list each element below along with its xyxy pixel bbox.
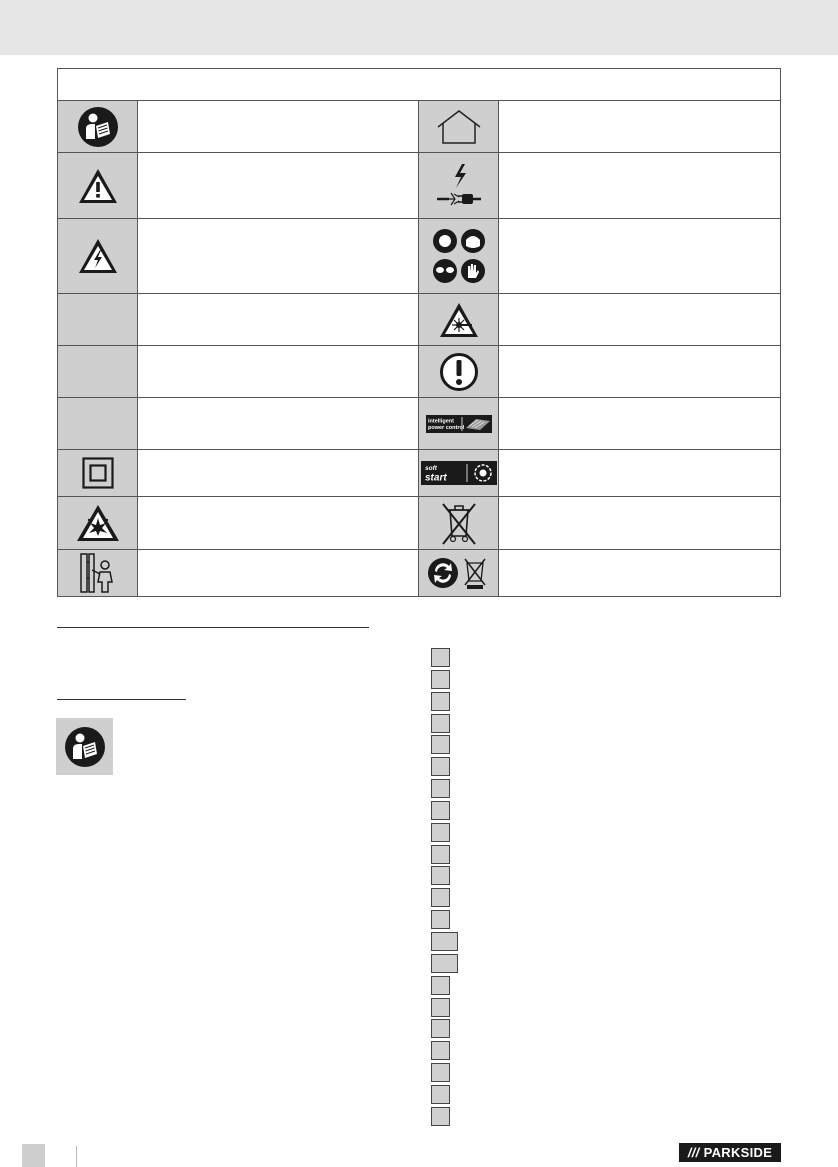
brand-slashes: /// [687, 1145, 700, 1160]
part-number-box [431, 1019, 450, 1038]
symbol-description [138, 219, 419, 293]
symbol-description [499, 294, 780, 345]
table-row [58, 550, 780, 596]
part-number-box [431, 648, 450, 667]
table-row [58, 219, 780, 294]
part-number-box [431, 823, 450, 842]
unplug-mains-icon [419, 153, 499, 218]
symbol-description [138, 497, 419, 549]
part-number-box [431, 845, 450, 864]
symbol-description [499, 153, 780, 218]
part-number-box [431, 954, 458, 973]
page-number-tab [22, 1144, 45, 1167]
parts-list [431, 648, 471, 1129]
section-heading-underline [57, 627, 369, 628]
recycling-icon [419, 550, 499, 596]
symbol-description [499, 346, 780, 397]
ipc-label-line1: intelligent [427, 418, 454, 424]
table-header [58, 69, 780, 101]
part-number-box [431, 932, 458, 951]
table-row [58, 398, 780, 450]
brand-logo [679, 1143, 781, 1162]
symbol-description [138, 398, 419, 449]
part-number-box [431, 757, 450, 776]
symbol-description [499, 398, 780, 449]
electric-shock-warning-icon [58, 219, 138, 293]
intelligent-power-control-icon [419, 398, 499, 449]
table-row [58, 101, 780, 153]
part-number-box [431, 998, 450, 1017]
symbol-description [499, 450, 780, 496]
symbol-description [499, 101, 780, 152]
warning-triangle-icon [58, 153, 138, 218]
laser-warning-icon [419, 294, 499, 345]
header-band [0, 0, 838, 55]
read-manual-icon [58, 101, 138, 152]
ipc-label-line2: power control [427, 424, 464, 431]
subsection-heading-underline [57, 699, 186, 700]
symbol-description [138, 101, 419, 152]
part-number-box [431, 692, 450, 711]
table-row [58, 450, 780, 497]
part-number-box [431, 801, 450, 820]
soft-start-icon [419, 450, 499, 496]
weee-disposal-icon [419, 497, 499, 549]
important-notice-icon [419, 346, 499, 397]
part-number-box [431, 714, 450, 733]
empty-symbol-cell [58, 346, 138, 397]
symbol-description [138, 346, 419, 397]
part-number-box [431, 1085, 450, 1104]
empty-symbol-cell [58, 398, 138, 449]
table-row [58, 497, 780, 550]
symbol-description [138, 153, 419, 218]
explosion-hazard-icon [58, 497, 138, 549]
symbol-description [138, 294, 419, 345]
part-number-box [431, 779, 450, 798]
table-row [58, 294, 780, 346]
empty-symbol-cell [58, 294, 138, 345]
soft-start-label-line2: start [424, 472, 447, 484]
brand-name: PARKSIDE [703, 1145, 773, 1160]
protective-equipment-icon [419, 219, 499, 293]
part-number-box [431, 1063, 450, 1082]
part-number-box [431, 888, 450, 907]
part-number-box [431, 735, 450, 754]
read-manual-icon [56, 718, 113, 775]
indoor-use-icon [419, 101, 499, 152]
part-number-box [431, 866, 450, 885]
child-safety-icon [58, 550, 138, 596]
part-number-box [431, 976, 450, 995]
table-row [58, 153, 780, 219]
symbol-description [499, 550, 780, 596]
footer-divider [76, 1146, 77, 1167]
table-row [58, 346, 780, 398]
symbol-table [57, 68, 781, 597]
part-number-box [431, 670, 450, 689]
symbol-description [138, 450, 419, 496]
part-number-box [431, 910, 450, 929]
protection-class-ii-icon [58, 450, 138, 496]
part-number-box [431, 1107, 450, 1126]
part-number-box [431, 1041, 450, 1060]
symbol-description [138, 550, 419, 596]
soft-start-label-line1: soft [424, 465, 437, 472]
symbol-description [499, 219, 780, 293]
symbol-description [499, 497, 780, 549]
